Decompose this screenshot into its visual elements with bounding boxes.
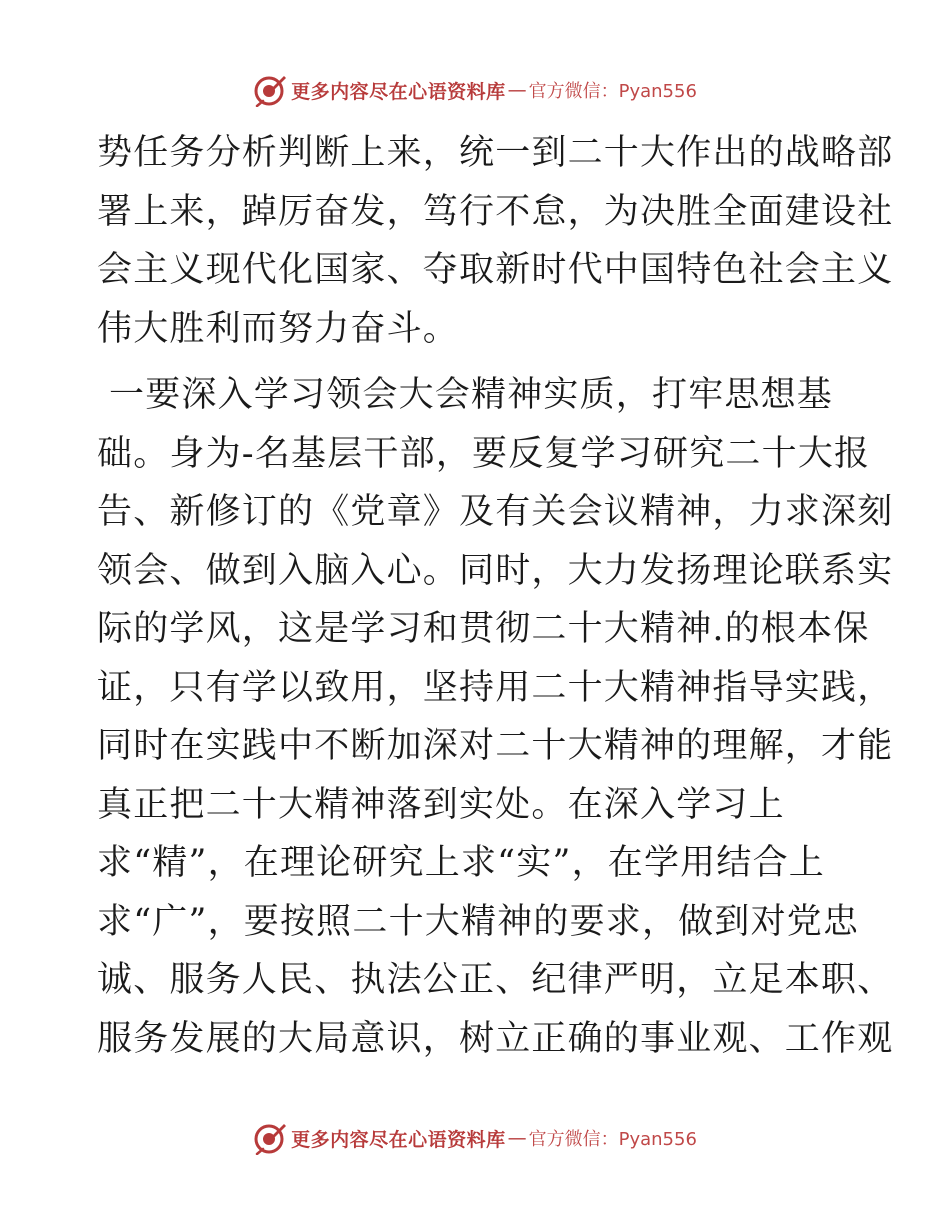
footer-banner	[0, 1118, 950, 1158]
text-line: 证，只有学以致用，坚持用二十大精神指导实践，	[97, 667, 894, 708]
banner-dash: —	[507, 79, 527, 101]
text-line: 会主义现代化国家、夺取新时代中国特色社会主义	[97, 250, 894, 290]
banner-dash: —	[507, 1127, 527, 1149]
text-line: 告、新修订的《党章》及有关会议精神，力求深刻	[97, 492, 894, 532]
pen-logo-icon	[253, 73, 287, 107]
paragraph-gap	[97, 358, 857, 366]
banner-title: 更多内容尽在心语资料库	[291, 80, 506, 103]
text-line: 同时在实践中不断加深对二十大精神的理解，才能	[97, 726, 894, 766]
banner-wechat: 官方微信：Pyan556	[528, 81, 697, 102]
text-line: 真正把二十大精神落到实处。在深入学习上	[97, 784, 785, 825]
text-line: 求“广”，要按照二十大精神的要求，做到对党忠	[97, 901, 860, 942]
text-line: 领会、做到入脑入心。同时，大力发扬理论联系实	[97, 550, 894, 591]
text-line: 服务发展的大局意识，树立正确的事业观、工作观	[97, 1018, 894, 1059]
text-line: 署上来，踔厉奋发，笃行不怠，为决胜全面建设社	[97, 191, 894, 232]
text-line: 求“精”，在理论研究上求“实”，在学用结合上	[97, 843, 825, 883]
text-line: 伟大胜利而努力奋斗。	[97, 308, 460, 349]
banner-title: 更多内容尽在心语资料库	[291, 1128, 506, 1151]
text-line: 一要深入学习领会大会精神实质，打牢思想基	[109, 375, 834, 415]
text-line: 础。身为-名基层干部，要反复学习研究二十大报	[97, 433, 871, 474]
banner-wechat: 官方微信：Pyan556	[528, 1129, 697, 1150]
pen-logo-icon	[253, 1121, 287, 1155]
text-line: 势任务分析判断上来，统一到二十大作出的战略部	[97, 133, 894, 173]
paragraph-2	[97, 366, 894, 1068]
text-line: 际的学风，这是学习和贯彻二十大精神.的根本保	[97, 609, 870, 649]
document-body	[97, 124, 894, 1068]
header-banner	[0, 70, 950, 110]
text-line: 诚、服务人民、执法公正、纪律严明，立足本职、	[97, 960, 894, 1000]
paragraph-1	[97, 124, 894, 358]
